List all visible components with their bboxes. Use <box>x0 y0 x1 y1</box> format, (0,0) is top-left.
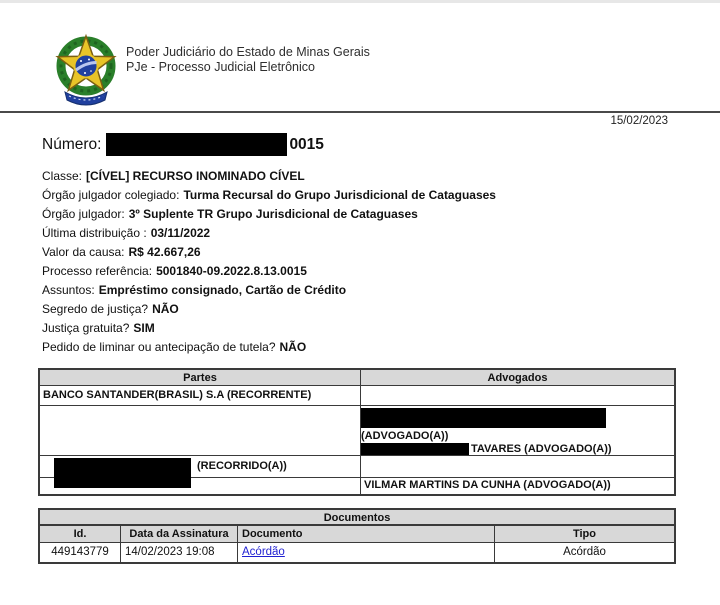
field-processo-referencia: Processo referência: 5001840-09.2022.8.13.0015 <box>42 264 307 278</box>
redaction-bar-case-number <box>106 133 287 156</box>
advogados-cell <box>360 406 674 455</box>
empty-cell <box>360 456 674 477</box>
org-name-line2: PJe - Processo Judicial Eletrônico <box>126 60 315 74</box>
field-pedido-liminar: Pedido de liminar ou antecipação de tutela? NÃO <box>42 340 307 354</box>
documentos-table <box>38 508 676 564</box>
top-edge-strip <box>0 0 720 3</box>
empty-cell <box>40 406 360 455</box>
documento-id: 449143779 <box>51 546 109 558</box>
partes-column-header: Partes <box>183 372 217 384</box>
case-number-suffix: 0015 <box>289 135 324 153</box>
field-assuntos: Assuntos: Empréstimo consignado, Cartão de Crédito <box>42 283 347 297</box>
field-ultima-distribuicao: Última distribuição : 03/11/2022 <box>42 226 211 240</box>
redaction-bar-advogado1-name <box>361 408 606 428</box>
document-header <box>55 32 370 106</box>
advogado-vilmar: VILMAR MARTINS DA CUNHA (ADVOGADO(A)) <box>360 478 674 494</box>
column-header-id: Id. <box>73 528 87 540</box>
table-row-recorrente-advogados <box>40 406 674 456</box>
documento-data-assinatura: 14/02/2023 19:08 <box>120 543 237 562</box>
field-orgao-julgador: Órgão julgador: 3º Suplente TR Grupo Jurisdicional de Cataguases <box>42 207 418 221</box>
table-row-recorrente <box>40 386 674 406</box>
case-number-row <box>42 133 324 156</box>
documento-tipo: Acórdão <box>494 543 674 562</box>
org-name-line1: Poder Judiciário do Estado de Minas Gerais <box>126 45 370 59</box>
redaction-bar-advogado2-name <box>361 443 469 455</box>
header-divider-rule <box>0 111 720 113</box>
documentos-table-title: Documentos <box>40 510 674 526</box>
parte-recorrido: (RECORRIDO(A)) <box>197 460 287 472</box>
advogado1-label: (ADVOGADO(A)) <box>361 430 449 442</box>
column-header-tipo: Tipo <box>494 526 674 542</box>
redaction-bar-recorrido-name <box>54 458 191 488</box>
column-header-documento: Documento <box>237 526 494 542</box>
brazil-coat-of-arms-icon <box>55 32 117 106</box>
print-date: 15/02/2023 <box>610 115 668 127</box>
field-segredo-de-justica: Segredo de justiça? NÃO <box>42 302 179 316</box>
column-header-data-assinatura: Data da Assinatura <box>120 526 237 542</box>
field-orgao-julgador-colegiado: Órgão julgador colegiado: Turma Recursal do Grupo Jurisdicional de Cataguases <box>42 188 496 202</box>
partes-table-header <box>40 370 674 386</box>
empty-cell <box>360 386 674 405</box>
documentos-table-header <box>40 526 674 543</box>
field-valor-da-causa: Valor da causa: R$ 42.667,26 <box>42 245 201 259</box>
documento-link[interactable]: Acórdão <box>242 546 285 558</box>
partes-table <box>38 368 676 496</box>
documento-link-cell <box>237 543 494 562</box>
parte-recorrente: BANCO SANTANDER(BRASIL) S.A (RECORRENTE) <box>43 389 312 401</box>
advogados-column-header: Advogados <box>360 370 674 385</box>
case-number-label: Número: <box>42 135 102 153</box>
case-fields <box>42 167 496 357</box>
field-classe: Classe: [CÍVEL] RECURSO INOMINADO CÍVEL <box>42 169 305 183</box>
advogado2-line <box>361 443 674 455</box>
advogado2-visible-text: TAVARES (ADVOGADO(A)) <box>471 443 612 455</box>
table-row-documento <box>40 543 674 562</box>
field-justica-gratuita: Justiça gratuita? SIM <box>42 321 155 335</box>
